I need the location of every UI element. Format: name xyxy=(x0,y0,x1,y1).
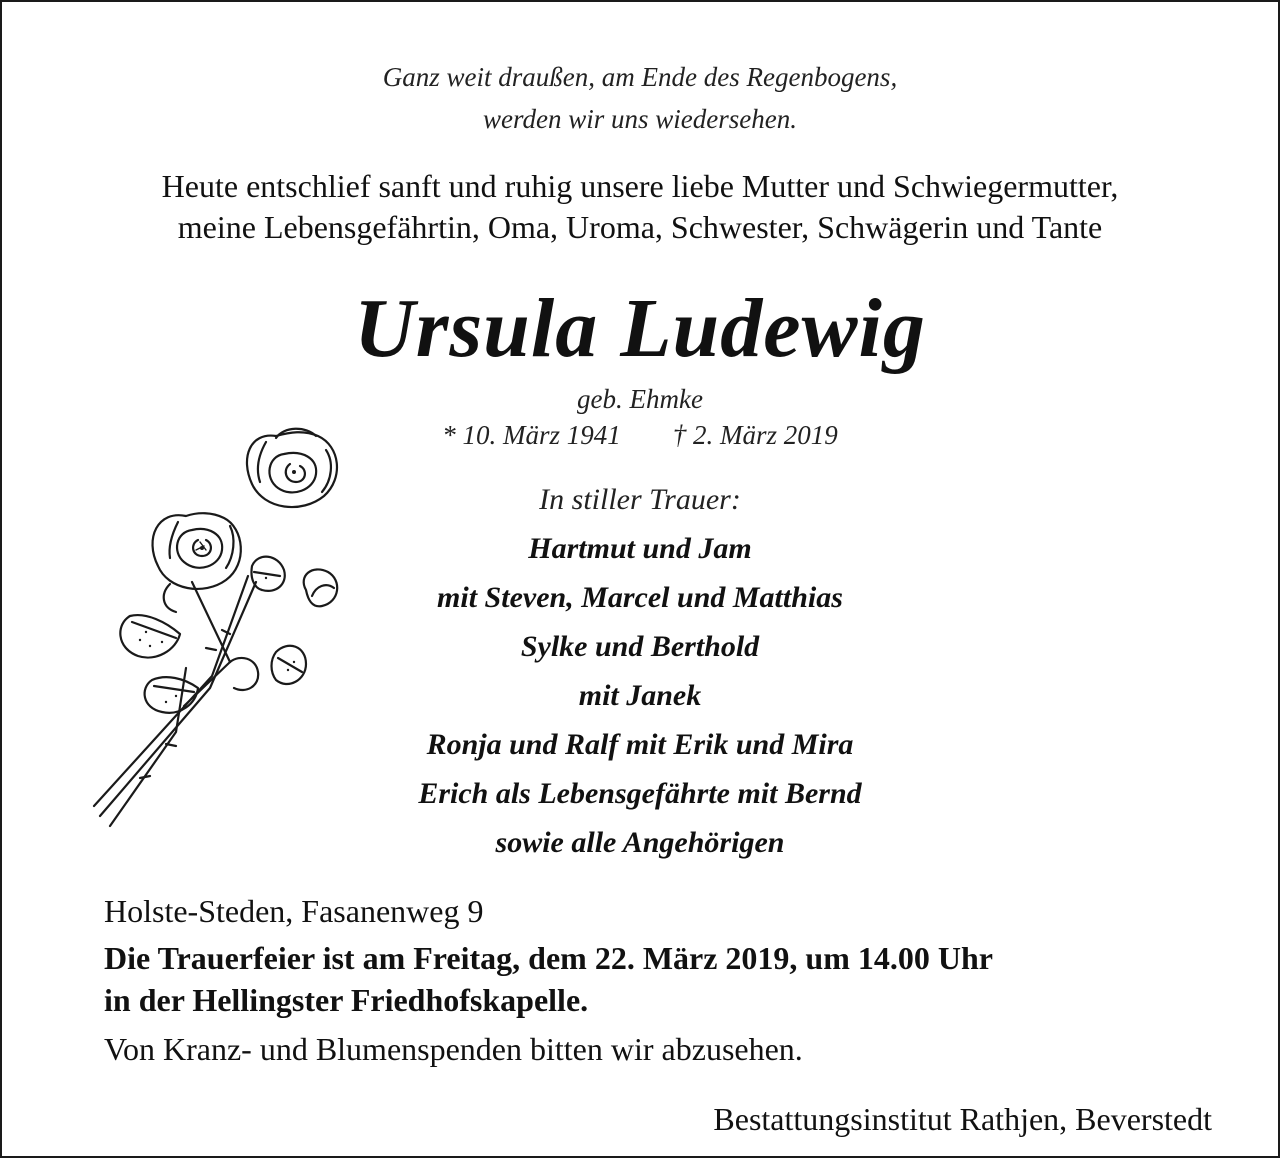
mourner-line: Hartmut und Jam xyxy=(528,532,752,565)
address: Holste-Steden, Fasanenweg 9 xyxy=(104,893,484,929)
flowers-note: Von Kranz- und Blumenspenden bitten wir abzusehen. xyxy=(104,1031,803,1067)
mourner-line: Sylke und Berthold xyxy=(520,630,760,663)
mourning-heading: In stiller Trauer: xyxy=(539,483,741,516)
birth-name: geb. Ehmke xyxy=(577,384,703,414)
mourner-line: Erich als Lebensgefährte mit Bernd xyxy=(418,777,862,810)
mourner-line: Ronja und Ralf mit Erik und Mira xyxy=(426,728,854,761)
mourner-line: mit Janek xyxy=(578,679,702,712)
quote-line-1: Ganz weit draußen, am Ende des Regenbogens, xyxy=(382,62,898,92)
death-date: † 2. März 2019 xyxy=(672,420,838,450)
mourner-line: mit Steven, Marcel und Matthias xyxy=(437,581,843,614)
intro-line-1: Heute entschlief sanft und ruhig unsere liebe Mutter und Schwiegermutter, xyxy=(161,168,1119,204)
deceased-name: Ursula Ludewig xyxy=(354,282,926,375)
funeral-location-line: in der Hellingster Friedhofskapelle. xyxy=(104,982,589,1018)
intro-line-2: meine Lebensgefährtin, Oma, Uroma, Schwester, Schwägerin und Tante xyxy=(177,209,1103,245)
quote-line-2: werden wir uns wiedersehen. xyxy=(483,104,797,134)
funeral-date-line: Die Trauerfeier ist am Freitag, dem 22. März 2019, um 14.00 Uhr xyxy=(104,940,993,976)
birth-date: * 10. März 1941 xyxy=(442,420,621,450)
mourner-line: sowie alle Angehörigen xyxy=(495,826,785,859)
undertaker: Bestattungsinstitut Rathjen, Beverstedt xyxy=(713,1101,1212,1137)
